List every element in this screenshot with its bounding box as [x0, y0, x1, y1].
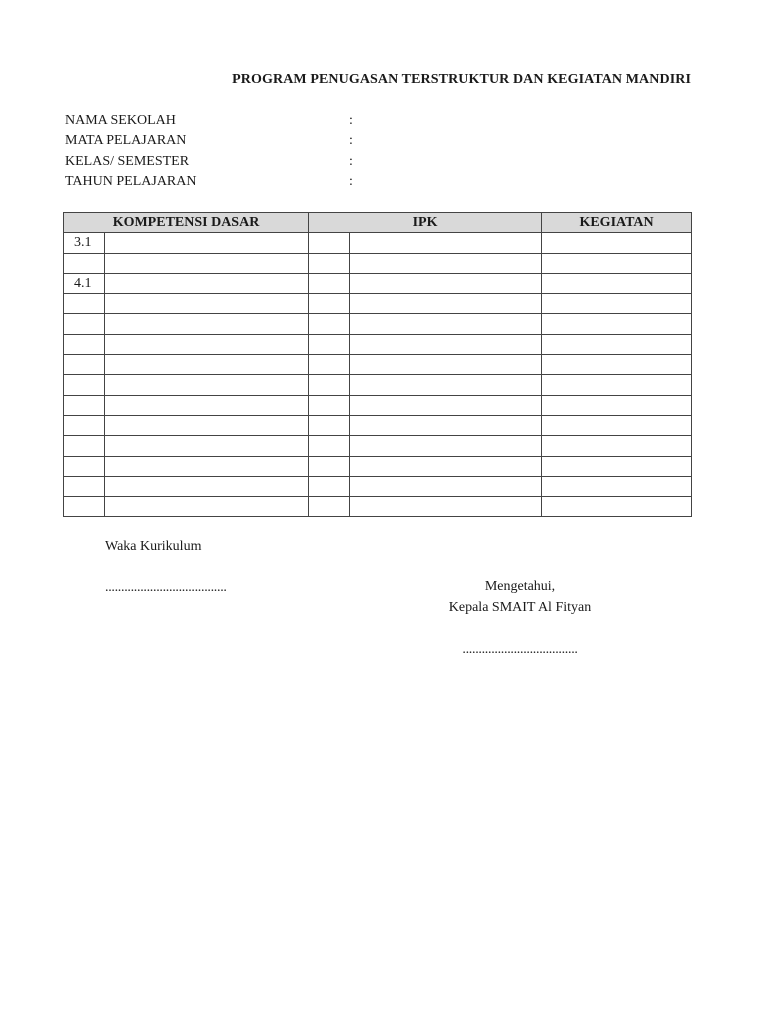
table-cell — [64, 375, 105, 395]
table-cell — [64, 253, 105, 273]
table-cell — [350, 253, 542, 273]
table-cell — [350, 314, 542, 334]
table-cell — [105, 456, 309, 476]
info-colon: : — [349, 173, 353, 189]
info-label: MATA PELAJARAN — [65, 133, 187, 149]
table-row — [64, 334, 692, 354]
table-row — [64, 253, 692, 273]
table-row — [64, 395, 692, 415]
table-cell — [542, 497, 692, 517]
info-colon: : — [349, 113, 353, 128]
table-row — [64, 233, 692, 253]
table-body — [64, 233, 692, 517]
table-cell — [64, 497, 105, 517]
table-row — [64, 497, 692, 517]
info-label: NAMA SEKOLAH — [65, 113, 176, 128]
table-cell — [105, 395, 309, 415]
table-cell — [105, 253, 309, 273]
table-cell — [309, 314, 350, 334]
document-title: PROGRAM PENUGASAN TERSTRUKTUR DAN KEGIATAN MANDIRI — [232, 72, 691, 87]
table-cell — [350, 375, 542, 395]
table-cell — [64, 436, 105, 456]
table-cell — [105, 497, 309, 517]
waka-signature-line: ...................................... — [105, 580, 227, 595]
table-row — [64, 273, 692, 293]
header-ipk: IPK — [309, 213, 542, 233]
kepala-signature-line: .................................... — [462, 642, 578, 657]
table-cell — [542, 456, 692, 476]
table-cell — [309, 415, 350, 435]
table-cell — [105, 355, 309, 375]
table-cell — [542, 476, 692, 496]
table-cell — [105, 375, 309, 395]
table-cell — [64, 314, 105, 334]
table-cell — [64, 395, 105, 415]
table-cell — [309, 294, 350, 314]
table-cell — [64, 294, 105, 314]
table-header-row — [64, 213, 692, 233]
table-row — [64, 476, 692, 496]
kepala-sekolah-label: Kepala SMAIT Al Fityan — [448, 600, 592, 615]
table-row — [64, 375, 692, 395]
table-cell — [64, 334, 105, 354]
table-cell — [309, 456, 350, 476]
table-row — [64, 314, 692, 334]
table-cell — [105, 334, 309, 354]
table-cell: 4.1 — [64, 273, 105, 293]
table-cell — [105, 415, 309, 435]
table-cell — [105, 273, 309, 293]
table-cell — [309, 497, 350, 517]
table-cell — [64, 415, 105, 435]
table-cell — [350, 273, 542, 293]
table-cell — [309, 436, 350, 456]
header-kegiatan: KEGIATAN — [542, 213, 692, 233]
table-cell — [309, 476, 350, 496]
table-cell — [105, 233, 309, 253]
table-row — [64, 456, 692, 476]
table-cell — [309, 375, 350, 395]
table-row — [64, 415, 692, 435]
table-cell — [64, 476, 105, 496]
table-cell — [309, 395, 350, 415]
table-cell — [542, 334, 692, 354]
table-cell — [309, 355, 350, 375]
table-row — [64, 294, 692, 314]
info-label: KELAS/ SEMESTER — [65, 153, 190, 169]
table-cell — [105, 476, 309, 496]
info-colon: : — [349, 133, 353, 149]
table-cell — [350, 233, 542, 253]
table-cell: 3.1 — [64, 233, 105, 253]
table-cell — [105, 314, 309, 334]
header-kompetensi-dasar: KOMPETENSI DASAR — [64, 213, 309, 233]
table-cell — [350, 355, 542, 375]
table-cell — [542, 436, 692, 456]
table-cell — [309, 233, 350, 253]
table-cell — [542, 415, 692, 435]
info-colon: : — [349, 153, 353, 169]
table-cell — [105, 294, 309, 314]
table-cell — [350, 334, 542, 354]
table-cell — [105, 436, 309, 456]
table-cell — [542, 375, 692, 395]
table-cell — [350, 456, 542, 476]
table-cell — [542, 355, 692, 375]
table-cell — [64, 355, 105, 375]
table-cell — [350, 415, 542, 435]
table-cell — [350, 497, 542, 517]
table-cell — [542, 294, 692, 314]
table-cell — [350, 395, 542, 415]
table-cell — [309, 334, 350, 354]
mengetahui-label: Mengetahui, — [484, 579, 556, 594]
table-cell — [542, 273, 692, 293]
table-row — [64, 436, 692, 456]
waka-kurikulum-label: Waka Kurikulum — [105, 539, 202, 554]
table-cell — [350, 476, 542, 496]
table-cell — [309, 253, 350, 273]
table-cell — [542, 314, 692, 334]
table-cell — [350, 436, 542, 456]
table-cell — [350, 294, 542, 314]
info-label: TAHUN PELAJARAN — [65, 173, 197, 189]
table-cell — [542, 233, 692, 253]
assignment-table — [63, 212, 692, 517]
table-row — [64, 355, 692, 375]
table-cell — [64, 456, 105, 476]
table-cell — [542, 395, 692, 415]
table-cell — [542, 253, 692, 273]
table-cell — [309, 273, 350, 293]
